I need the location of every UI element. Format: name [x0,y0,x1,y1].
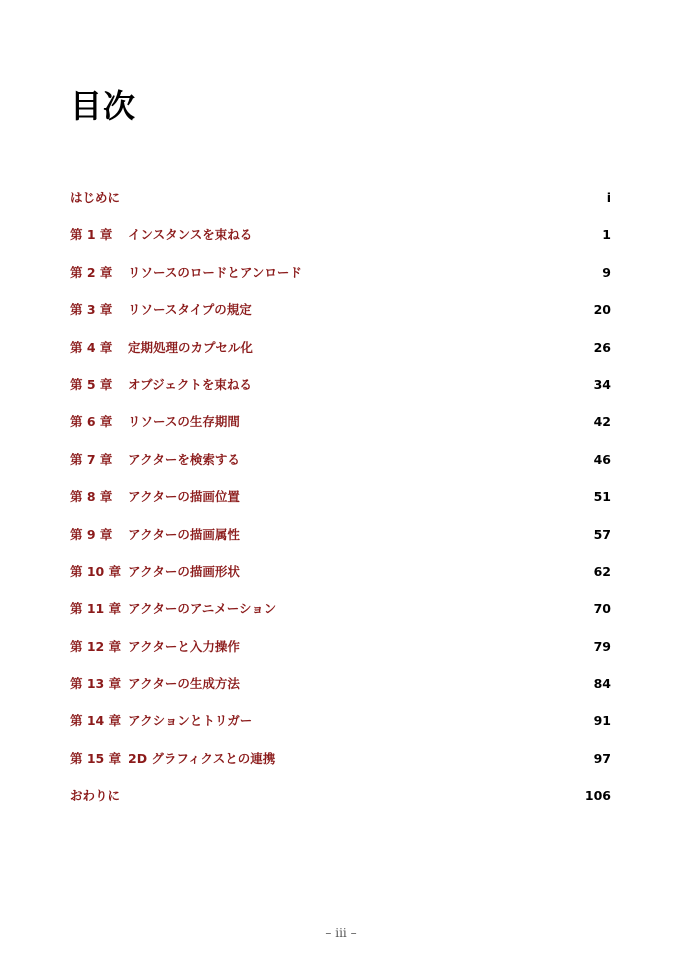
toc-entry-title[interactable]: リソースタイプの規定 [128,302,252,318]
toc-page-number: 34 [593,376,611,392]
toc-entry-chapter-4[interactable] [70,339,611,376]
toc-chapter-number: 第 7 章 [70,451,113,467]
toc-entry-chapter-6[interactable] [70,413,611,450]
toc-entry-chapter-5[interactable] [70,376,611,413]
toc-entry-chapter-3[interactable] [70,301,611,338]
toc-chapter-number: 第 6 章 [70,414,113,430]
toc-entry-chapter-13[interactable] [70,675,611,712]
toc-chapter-number: 第 9 章 [70,526,113,542]
toc-entry-chapter-10[interactable] [70,563,611,600]
toc-entry-chapter-12[interactable] [70,638,611,675]
toc-entry-title[interactable]: アクターの描画属性 [128,526,240,542]
toc-page-number: 20 [593,302,611,318]
toc-entry-chapter-7[interactable] [70,451,611,488]
toc-entry-preface[interactable] [70,189,611,226]
toc-page-number: 106 [584,788,611,804]
table-of-contents [70,189,611,825]
toc-chapter-number: 第 10 章 [70,563,122,579]
toc-page-number: 79 [593,638,611,654]
toc-entry-chapter-11[interactable] [70,600,611,637]
toc-entry-title[interactable]: アクターと入力操作 [128,638,240,654]
page-footer-number: – iii – [325,926,357,940]
toc-page-number: 46 [593,451,611,467]
toc-chapter-number: 第 12 章 [70,638,122,654]
toc-chapter-number: 第 8 章 [70,489,113,505]
toc-chapter-number: 第 15 章 [70,750,122,766]
toc-chapter-number: 第 13 章 [70,676,122,692]
toc-entry-title[interactable]: アクターの描画形状 [128,563,240,579]
toc-entry-title[interactable]: アクターを検索する [128,451,240,467]
toc-entry-title[interactable]: 定期処理のカプセル化 [128,339,253,355]
toc-entry-title[interactable]: アクターの生成方法 [128,676,240,692]
toc-page-number: 51 [593,489,611,505]
toc-entry-chapter-8[interactable] [70,488,611,525]
toc-entry-title[interactable]: アクションとトリガー [128,713,253,729]
toc-page-number: 91 [593,713,611,729]
toc-entry-title[interactable]: 2D グラフィクスとの連携 [128,750,276,766]
toc-chapter-number: 第 5 章 [70,376,113,392]
toc-entry-chapter-15[interactable] [70,750,611,787]
toc-entry-chapter-1[interactable] [70,226,611,263]
toc-entry-afterword[interactable] [70,787,611,824]
toc-chapter-number: 第 2 章 [70,264,113,280]
toc-page-number: 1 [602,227,611,243]
toc-entry-chapter-14[interactable] [70,712,611,749]
toc-chapter-number: 第 14 章 [70,713,122,729]
toc-page-number: 57 [593,526,611,542]
toc-page-number: 9 [602,264,611,280]
toc-page-number: 62 [593,563,611,579]
toc-chapter-number: 第 4 章 [70,339,113,355]
toc-page-number: 70 [593,601,611,617]
toc-entry-title[interactable]: インスタンスを束ねる [128,227,253,243]
toc-page-number: 26 [593,339,611,355]
toc-entry-title[interactable]: オブジェクトを束ねる [128,376,252,392]
toc-entry-title[interactable]: アクターの描画位置 [128,489,240,505]
toc-entry-chapter-9[interactable] [70,526,611,563]
toc-entry-chapter-2[interactable] [70,264,611,301]
toc-chapter-number: 第 11 章 [70,601,122,617]
toc-entry-title[interactable]: アクターのアニメーション [128,601,277,617]
toc-entry-title[interactable]: リソースのロードとアンロード [128,264,302,280]
toc-page-number: 97 [593,750,611,766]
page-title: 目次 [70,87,137,125]
toc-entry-title[interactable]: リソースの生存期間 [128,414,240,430]
toc-chapter-number: 第 1 章 [70,227,113,243]
toc-page-number: 42 [593,414,611,430]
toc-entry-title[interactable]: おわりに [70,788,121,804]
toc-page-number: 84 [593,676,611,692]
toc-chapter-number: 第 3 章 [70,302,113,318]
toc-page-number: i [606,190,611,205]
toc-entry-title[interactable]: はじめに [70,190,121,205]
